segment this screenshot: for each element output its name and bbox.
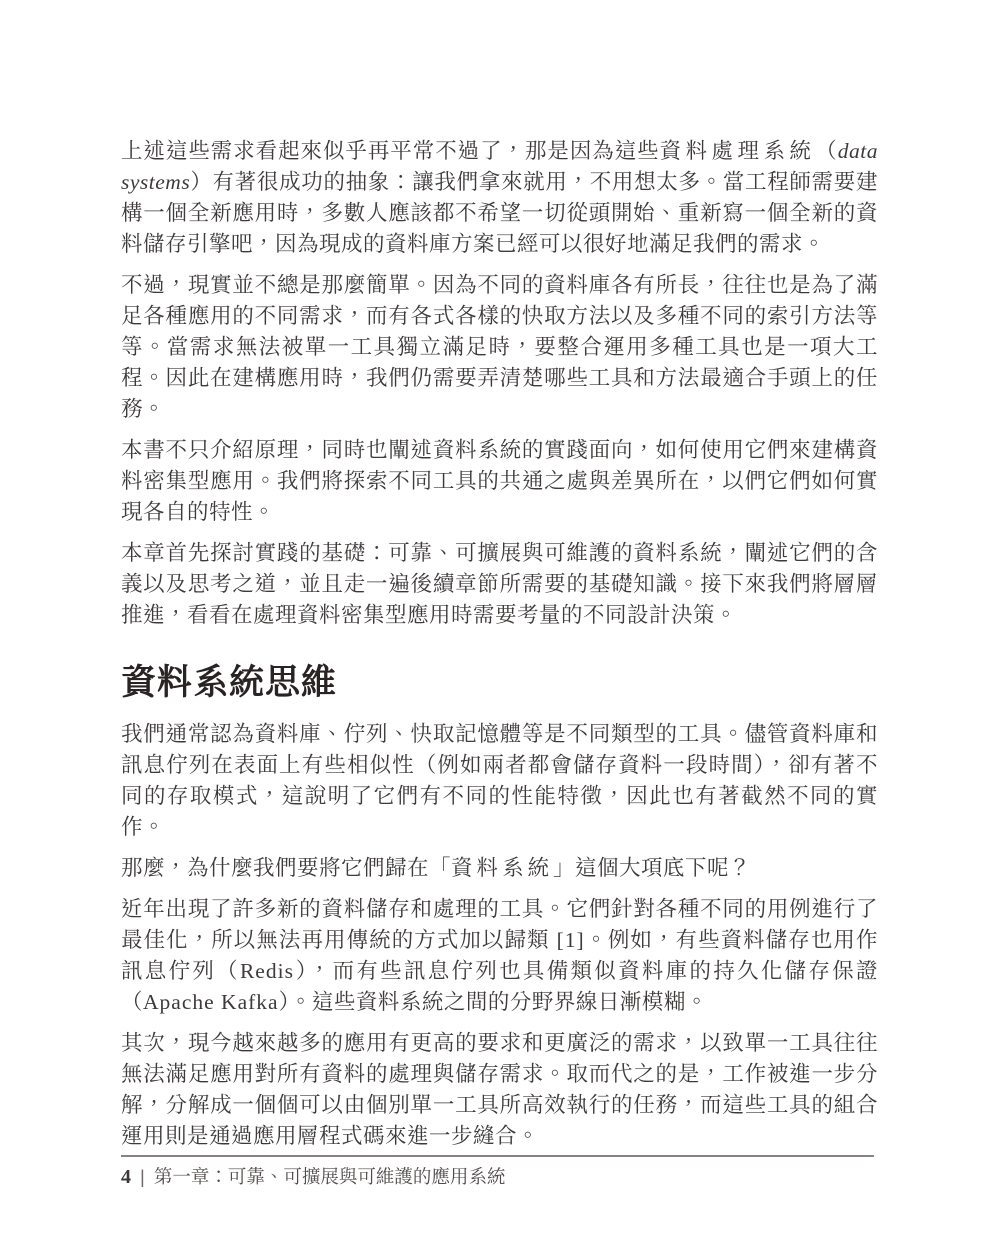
term-apache-kafka: Apache Kafka xyxy=(143,990,279,1014)
term-redis: Redis xyxy=(239,959,294,983)
page-footer xyxy=(121,1155,874,1189)
page-content xyxy=(121,0,878,1162)
term-data-systems-english: data systems xyxy=(121,139,878,194)
text-run: 那麼，為什麼我們要將它們歸在「 xyxy=(121,856,452,880)
paragraph-intro-1 xyxy=(121,136,878,260)
term-data-processing-systems: 資料處理系統 xyxy=(659,139,816,163)
paragraph-section-2 xyxy=(121,853,878,884)
term-data-systems-quoted: 資料系統 xyxy=(451,856,554,880)
footer-separator: | xyxy=(140,1166,145,1187)
paragraph-intro-3: 本書不只介紹原理，同時也闡述資料系統的實踐面向，如何使用它們來建構資料密集型應用。我們將探索不同工具的共通之處與差異所在，以們它們如何實現各自的特性。 xyxy=(121,438,878,524)
paragraph-intro-4: 本章首先探討實踐的基礎：可靠、可擴展與可維護的資料系統，闡述它們的含義以及思考之道，並且走一遍後續章節所需要的基礎知識。接下來我們將層層推進，看看在處理資料密集型應用時需要考量的不同設計決策。 xyxy=(121,541,878,627)
paragraph-section-1: 我們通常認為資料庫、佇列、快取記憶體等是不同類型的工具。儘管資料庫和訊息佇列在表面上有些相似性（例如兩者都會儲存資料一段時間），卻有著不同的存取模式，這說明了它們有不同的性能特徵，因此也有著截然不同的實作。 xyxy=(121,722,878,839)
text-run: 」這個大項底下呢？ xyxy=(553,856,752,880)
text-run: 上述這些需求看起來似乎再平常不過了，那是因為這些 xyxy=(121,139,660,163)
text-run: 近年出現了許多新的資料儲存和處理的工具。它們針對各種不同的用例進行了最佳化，所以無法再用傳統的方式加以歸類 xyxy=(121,897,878,952)
text-run: ）有著很成功的抽象：讓我們拿來就用，不用想太多。當工程師需要建構一個全新應用時，多數人應該都不希望一切從頭開始、重新寫一個全新的資料儲存引擎吧，因為現成的資料庫方案已經可以很好地滿足我們的需求。 xyxy=(121,170,878,256)
paragraph-intro-2: 不過，現實並不總是那麼簡單。因為不同的資料庫各有所長，往往也是為了滿足各種應用的不同需求，而有各式各樣的快取方法以及多種不同的索引方法等等。當需求無法被單一工具獨立滿足時，要整合運用多種工具也是一項大工程。因此在建構應用時，我們仍需要弄清楚哪些工具和方法最適合手頭上的任務。 xyxy=(121,273,878,421)
paragraph-section-3 xyxy=(121,894,878,1018)
paragraph-section-4: 其次，現今越來越多的應用有更高的要求和更廣泛的需求，以致單一工具往往無法滿足應用對所有資料的處理與儲存需求。取而代之的是，工作被進一步分解，分解成一個個可以由個別單一工具所高效執行的任務，而這些工具的組合運用則是通過應用層程式碼來進一步縫合。 xyxy=(121,1031,878,1148)
text-run: 。例如，有些資料儲存也用作訊息佇列（ xyxy=(121,928,878,983)
text-run: ）。這些資料系統之間的分野界線日漸模糊。 xyxy=(278,990,708,1014)
text-run: ），而有些訊息佇列也具備類似資料庫的持久化儲存保證（ xyxy=(121,959,878,1014)
footer-chapter-title: 第一章：可靠、可擴展與可維護的應用系統 xyxy=(153,1166,506,1187)
section-heading: 資料系統思維 xyxy=(121,663,338,702)
citation-reference-1: [1] xyxy=(556,928,585,952)
text-run: （ xyxy=(815,139,838,163)
page-number: 4 xyxy=(121,1166,131,1188)
